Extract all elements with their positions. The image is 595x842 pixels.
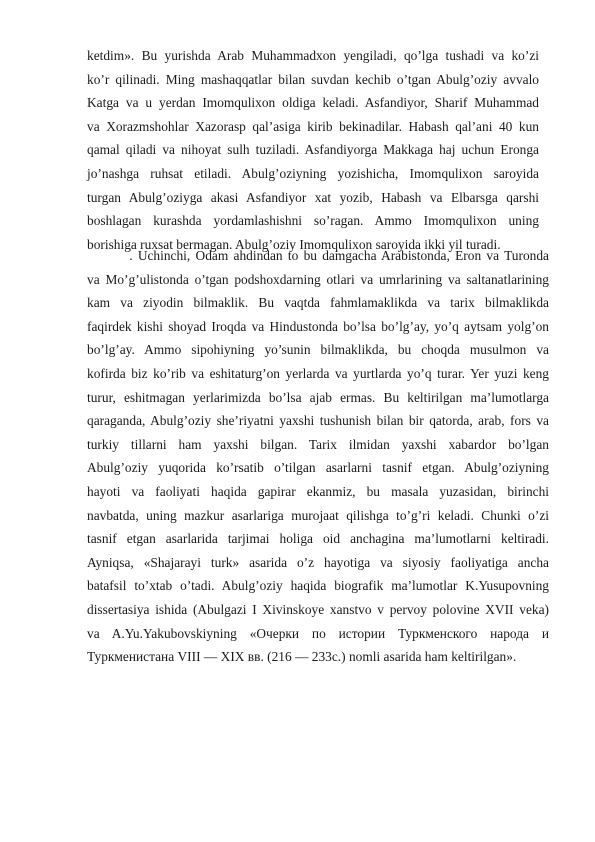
text-line: Abulg’oziy yuqorida ko’rsatib o’tilgan asarlarni tasnif etgan. Abulg’oziyning	[87, 460, 549, 476]
text-line: Katga va u yerdan Imomqulixon oldiga keladi. Asfandiyor, Sharif Muhammad	[87, 95, 539, 111]
text-line: qamal qiladi va nihoyat sulh tuziladi. Asfandiyorga Makkaga haj uchun Eronga	[87, 142, 539, 158]
text-line: . Uchinchi, Odam ahdindan to bu damgacha Arabistonda, Eron va Turonda	[87, 248, 549, 263]
text-line: faqirdek kishi shoyad Iroqda va Hindustonda bo’lsa bo’lg’ay, yo’q aytsam yolg’on	[87, 318, 549, 334]
text-line: qaraganda, Abulg’oziy she’riyatni yaxshi tushunish bilan bir qatorda, arab, fors va	[87, 413, 549, 429]
text-line: va Mo’g’ulistonda o’tgan podshoxdarning otlari va umrlarining va saltanatlarining	[87, 271, 549, 287]
text-line: ko’r qilinadi. Ming mashaqqatlar bilan suvdan kechib o’tgan Abulg’oziy avvalo	[87, 71, 539, 87]
text-line: boshlagan kurashda yordamlashishni so’ragan. Ammo Imomqulixon uning	[87, 213, 539, 229]
quoted-paragraph	[87, 44, 539, 256]
text-line: jo’nashga ruhsat etiladi. Abulg’oziyning yozishicha, Imomqulixon saroyida	[87, 165, 539, 181]
text-line: tasnif etgan asarlarida tarjimai holiga oid anchagina ma’lumotlarni keltiradi.	[87, 531, 549, 547]
text-line: hayoti va faoliyati haqida gapirar ekanmiz, bu masala yuzasidan, birinchi	[87, 483, 549, 499]
text-line: turur, eshitmagan yerlarimizda bo’lsa ajab ermas. Bu keltirilgan ma’lumotlarga	[87, 389, 549, 405]
text-line: va Xorazmshohlar Xazorasp qal’asiga kirib bekinadilar. Habash qal’ani 40 kun	[87, 118, 539, 134]
text-line: ketdim». Bu yurishda Arab Muhammadxon yengiladi, qo’lga tushadi va ko’zi	[87, 48, 539, 63]
text-line: borishiga ruxsat bermagan. Abulg’oziy Imomqulixon saroyida ikki yil turadi.	[87, 236, 501, 252]
text-line: turkiy tillarni ham yaxshi bilgan. Tarix ilmidan yaxshi xabardor bo’lgan	[87, 436, 549, 452]
text-line: Туркменистана VIII — XIX вв. (216 — 233с.) nomli asarida ham keltirilgan».	[87, 649, 517, 665]
text-line: navbatda, uning mazkur asarlariga murojaat qilishga to’g’ri keladi. Chunki o’zi	[87, 507, 549, 523]
text-line: kofirda biz ko’rib va eshitaturg’on yerlarda va yurtlarda yo’q turar. Yer yuzi keng	[87, 365, 549, 381]
text-line: va A.Yu.Yakubovskiyning «Очерки по истории Туркменского народа и	[87, 625, 549, 641]
main-paragraph	[87, 244, 549, 669]
text-line: batafsil to’xtab o’tadi. Abulg’oziy haqida biografik ma’lumotlar K.Yusupovning	[87, 578, 549, 594]
text-line: bo’lg’ay. Ammo sipohiyning yo’sunin bilmaklikda, bu choqda musulmon va	[87, 342, 549, 358]
text-line: kam va ziyodin bilmaklik. Bu vaqtda fahmlamaklikda va tarix bilmaklikda	[87, 295, 549, 311]
text-line: dissertasiya ishida (Abulgazi I Xivinskoye xanstvo v pervoy polovine XVII veka)	[87, 601, 549, 617]
text-line: turgan Abulg’oziyga akasi Asfandiyor xat yozib, Habash va Elbarsga qarshi	[87, 189, 539, 205]
text-line: Ayniqsa, «Shajarayi turk» asarida o’z hayotiga va siyosiy faoliyatiga ancha	[87, 554, 549, 570]
